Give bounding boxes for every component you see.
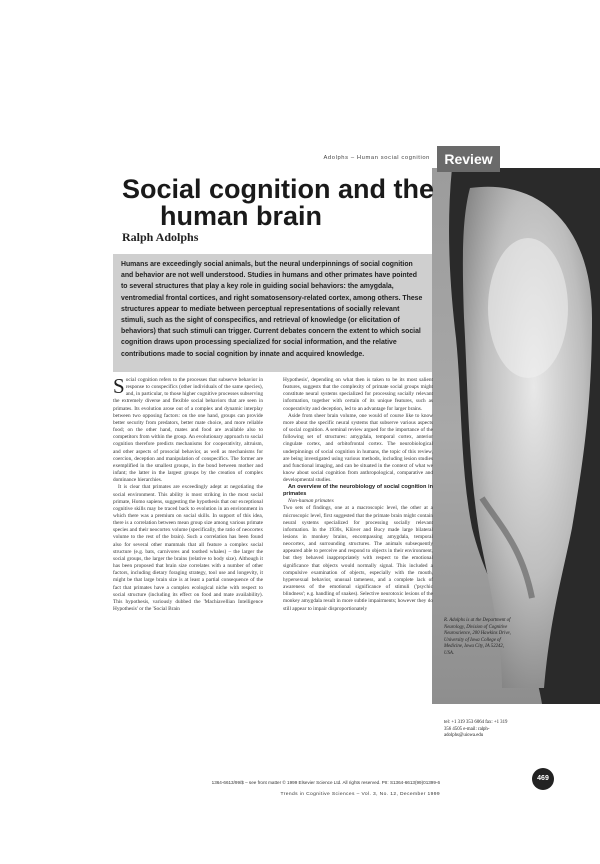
abstract-box	[113, 254, 432, 372]
journal-citation: Trends in Cognitive Sciences – Vol. 3, No. 12, December 1999	[280, 792, 440, 797]
body-column-1	[113, 374, 263, 613]
author-affiliation: R. Adolphs is at the Department of Neurology, Division of Cognitive Neuroscience, 200 Hawkins Drive, University of Iowa College of Medicine, Iowa City, IA 52242, USA.	[444, 618, 511, 656]
paragraph: Hypothesis', depending on what then is taken to be its most salient features, suggests that the complexity of primate social groups might constitute neural systems specialized for processing socially relevant information, together with certain of its unique features, such as cooperativity and deception, led to an advantage for larger brains.	[283, 377, 433, 412]
article-title	[122, 176, 442, 230]
copyright-line: 1364-6613/99/$ – see front matter © 1999 Elsevier Science Ltd. All rights reserved. PII: S1364-6613(99)01399-6	[211, 780, 440, 785]
title-line-1: Social cognition and the	[122, 174, 435, 204]
page-number-badge: 469	[532, 768, 554, 790]
review-tab: Review	[437, 146, 500, 172]
paragraph: Aside from sheer brain volume, one would of course like to know more about the specific neural systems that subserve various aspects of social cognition. A seminal review argued for the importance of the following set of structures: amygdala, temporal cortex, anterior cingulate cortex, and orbitofrontal cortex. The neurobiological underpinnings of social cognition in humans, the topic of this review, are being investigated using various methods, including lesion studies and functional imaging, and can be situated in the context of what we know about social cognition from anthropological, comparative and developmental studies.	[283, 412, 433, 484]
paragraph-text: ocial cognition refers to the processes that subserve behavior in response to conspecifics (other individuals of the same species), and, in particular, to those higher cognitive processes subserving the extremely diverse and flexible social behaviors that are seen in primates. Its evolution arose out of a complex and dynamic interplay between two opposing factors: on the one hand, groups can provide better security from predators, better mate choice, and more reliable food; on the other hand, mates and food are available also to competitors from within the group. An evolutionary approach to social cognition therefore predicts mechanisms for cooperativity, altruism, and other aspects of prosocial behavior, as well as mechanisms for coercion, deception and manipulation of conspecifics. The former are exemplified in the smallest groups, in the bond between mother and infant; the latter in the largest groups by the creation of complex dominance hierarchies.	[113, 377, 263, 484]
running-head: Adolphs – Human social cognition	[323, 155, 430, 161]
author-contact: tel: +1 319 353 6064 fax: +1 319 356 4505 e-mail: ralph-adolphs@uiowa.edu	[444, 720, 508, 739]
title-line-2: human brain	[160, 201, 323, 231]
section-subheading: Non-human primates	[288, 498, 334, 505]
body-column-2	[283, 377, 433, 613]
paragraph: Two sets of findings, one at a macroscopic level, the other at a microscopic level, first suggested that the primate brain might contain neural systems specialized for processing socially relevant information. In the 1930s, Klüver and Bucy made large bilateral lesions in monkey brains, encompassing amygdala, temporal neocortex, and surrounding structures. The animals subsequently appeared able to perceive and respond to objects in their environment, but they behaved inappropriately with respect to the emotional significance that objects would normally signal. This included a compulsive examination of objects, especially with the mouth, hypersexual behavior, unusual tameness, and a complete lack of awareness of the emotional significance of stimuli ('psychic blindness'; e.g. handling of snakes). Selective neurotoxic lesions of the monkey amygdala result in more subtle impairments; however they do still appear to impair disproportionately	[283, 505, 433, 612]
paragraph	[113, 374, 263, 484]
section-heading: An overview of the neurobiology of social cognition in primates	[283, 484, 433, 498]
author-name: Ralph Adolphs	[122, 230, 199, 244]
abstract-text: Humans are exceedingly social animals, but the neural underpinnings of social cognition and behavior are not well understood. Studies in humans and other primates have pointed to several structures that play a key role in guiding social behaviors: the amygdala, ventromedial frontal cortices, and right somatosensory-related cortex, among others. These structures appear to mediate between perceptual representations of socially relevant stimuli, such as the sight of conspecifics, and retrieval of knowledge (or elicitation of behaviors) that such stimuli can trigger. Current debates concern the extent to which social cognition draws upon processing specialized for social information, and the relative contributions made to social cognition by innate and acquired knowledge.	[121, 261, 423, 358]
drop-cap: S	[113, 374, 125, 398]
paragraph: It is clear that primates are exceedingly adept at negotiating the social environment. This ability is most striking in the most social primate, Homo sapiens, suggesting the hypothesis that our exceptional cognitive skills may be traced back to evolution in an environment in which there was a premium on social skills. In support of this idea, there is a correlation between mean group size among various primate species and their neocortex volume (specifically, the ratio of neocortex volume to the rest of the brain). Such a correlation has been found also for several other mammals that all feature a complex social structure (e.g. bats, carnivores and toothed whales) – the larger the social groups, the larger the brains (relative to body size). Although it has been proposed that brain size correlates with a number of other factors, including dietary foraging strategy, tool use and longevity, it might be that large brain size is at least a partial consequence of the fact that primates have a complex ecological niche with respect to social structure (including its effect on food and mate availability). This hypothesis, variously dubbed the 'Machiavellian Intelligence Hypothesis' or the 'Social Brain	[113, 484, 263, 612]
